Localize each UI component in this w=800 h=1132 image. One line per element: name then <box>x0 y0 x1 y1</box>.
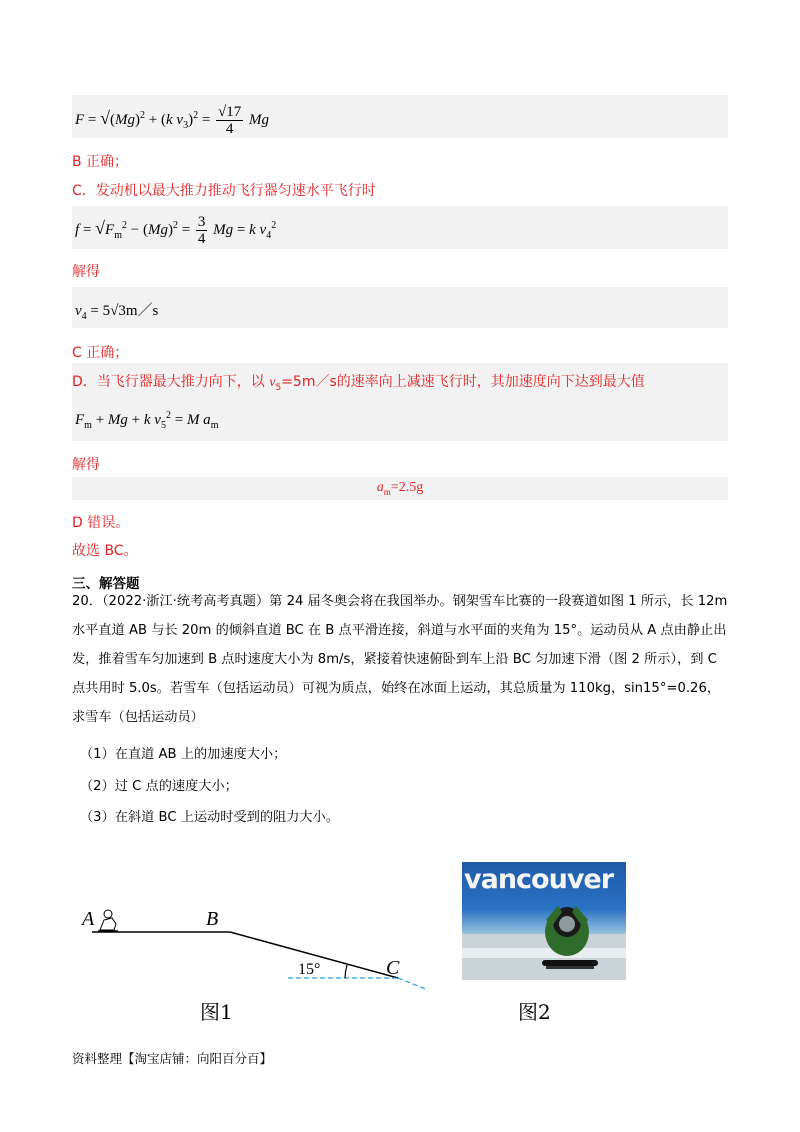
equation-force-f: $F = √(Mg)^2 + (k$ $v_3)^2$ = $\frac{√17}{4}$ Mg <box>75 104 270 137</box>
question-3: （3）在斜道 BC 上运动时受到的阻力大小。 <box>80 810 339 825</box>
label-c: C <box>386 957 400 979</box>
c-correct-text: C 正确； <box>72 345 129 361</box>
sled-athlete-icon <box>98 910 118 931</box>
problem-statement: 20．（2022·浙江·统考高考真题）第 24 届冬奥会将在我国举办。钢架雪车比赛的一段赛道如图 1 所示，长 12m 水平直道 AB 与长 20m 的倾斜直道 BC 在 B 点平滑连接，斜道与水平面的夹角为 15°。运动员从 A 点由静止出发，推着雪车匀加速到 B 点时速度大小为 8m/s，紧接着快速俯卧到车上沿 BC 匀加速下滑（图 2 所示），到 C 点共用时 5.0s。若雪车（包括运动员）可视为质点，始终在冰面上运动，其总质量为 110kg，sin15°=0.26，求雪车（包括运动员） <box>72 594 728 725</box>
d-option-title: D．当飞行器最大推力向下，以 $v_5=5m/s$的速率向上减速飞行时，其加速度向下达到最大值 <box>72 374 645 393</box>
equation-friction-f: $f = √F_m^2 - (Mg)^2$ = $\frac{3}{4}$ Mg = k $v_4^2$ <box>75 214 277 247</box>
section-heading: 三、解答题 <box>72 576 140 592</box>
question-2: （2）过 C 点的速度大小； <box>80 779 238 794</box>
incline-extension-line <box>398 978 428 990</box>
photo-banner-text: vancouver <box>464 864 614 895</box>
solve-label-1: 解得 <box>72 264 100 280</box>
angle-arc <box>345 965 347 978</box>
label-b: B <box>206 908 219 930</box>
label-a: A <box>82 908 95 930</box>
figure-2-photo <box>462 862 626 980</box>
figure-2-caption: 图2 <box>518 1000 551 1024</box>
equation-box-3 <box>72 287 728 328</box>
question-1: （1）在直道 AB 上的加速度大小； <box>80 747 287 762</box>
solve-label-2: 解得 <box>72 457 100 473</box>
equation-v4: $v_4$ = 5√3m／s <box>75 303 159 322</box>
answer-text: 故选 BC。 <box>72 543 138 559</box>
figure-1-caption: 图1 <box>200 1000 233 1024</box>
footer-source: 资料整理【淘宝店铺：向阳百分百】 <box>72 1051 273 1066</box>
equation-am-result: $a_m=2.5g$ <box>376 480 424 497</box>
equation-max-acceleration: $F_m + Mg + k$ $v_5^2 = M$ $a_m$ <box>75 410 219 431</box>
d-wrong-text: D 错误。 <box>72 515 130 531</box>
angle-label: 15° <box>298 961 321 978</box>
figure-1-track-diagram <box>70 890 440 1000</box>
b-correct-text: B 正确； <box>72 154 129 170</box>
skeleton-athlete-icon <box>462 862 626 980</box>
c-option-title: C．发动机以最大推力推动飞行器匀速水平飞行时 <box>72 183 376 199</box>
